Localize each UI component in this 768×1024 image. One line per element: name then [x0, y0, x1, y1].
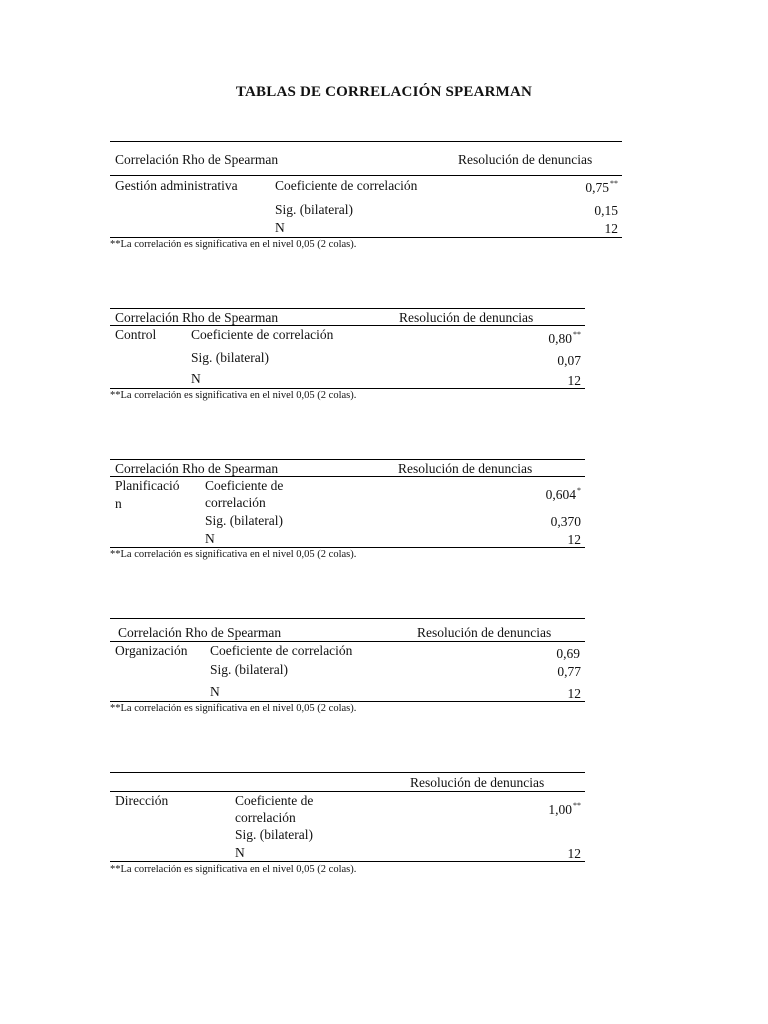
- table-bottom-rule: [110, 547, 585, 548]
- variable-label-line2: n: [115, 496, 122, 511]
- variable-label: Organización: [115, 643, 188, 658]
- n-value: 12: [567, 686, 581, 701]
- sig-value: 0,15: [594, 203, 618, 218]
- coef-label: Coeficiente de correlación: [191, 327, 334, 342]
- sig-value: 0,77: [557, 664, 581, 679]
- header-rule: [110, 175, 622, 176]
- table-top-rule: [110, 772, 585, 773]
- correlation-table-2: [110, 308, 585, 392]
- table-bottom-rule: [110, 388, 585, 389]
- table-top-rule: [110, 618, 585, 619]
- n-value: 12: [604, 221, 618, 236]
- correlation-table-3: [110, 459, 585, 549]
- correlation-table-5: [110, 772, 585, 864]
- correlation-table-1: [110, 141, 622, 241]
- table-top-rule: [110, 459, 585, 460]
- n-label: N: [191, 371, 201, 386]
- table-bottom-rule: [110, 701, 585, 702]
- table-bottom-rule: [110, 237, 622, 238]
- sig-label: Sig. (bilateral): [235, 827, 313, 842]
- coef-label-line2: correlación: [205, 495, 266, 510]
- coef-label: Coeficiente de correlación: [210, 643, 353, 658]
- table-3-note: **La correlación es significativa en el nivel 0,05 (2 colas).: [110, 549, 357, 560]
- n-value: 12: [567, 846, 581, 861]
- coef-label-line1: Coeficiente de: [235, 793, 314, 808]
- table-2-note: **La correlación es significativa en el nivel 0,05 (2 colas).: [110, 390, 357, 401]
- header-right: Resolución de denuncias: [410, 775, 545, 790]
- coef-label: Coeficiente de correlación: [275, 178, 418, 193]
- coef-label-line1: Coeficiente de: [205, 478, 284, 493]
- n-value: 12: [567, 532, 581, 547]
- header-right: Resolución de denuncias: [398, 461, 533, 476]
- coef-value: 0,75**: [585, 179, 618, 195]
- variable-label: Gestión administrativa: [115, 178, 238, 193]
- header-rule: [110, 476, 585, 477]
- sig-label: Sig. (bilateral): [210, 662, 288, 677]
- coef-value: 0,604*: [545, 486, 581, 502]
- n-value: 12: [567, 373, 581, 388]
- variable-label-line1: Planificació: [115, 478, 180, 493]
- header-right: Resolución de denuncias: [458, 152, 593, 167]
- table-top-rule: [110, 141, 622, 142]
- header-rule: [110, 325, 585, 326]
- n-label: N: [205, 531, 215, 546]
- coef-label-line2: correlación: [235, 810, 296, 825]
- header-right: Resolución de denuncias: [399, 310, 534, 325]
- page-title: TABLAS DE CORRELACIÓN SPEARMAN: [235, 84, 533, 100]
- header-left: Correlación Rho de Spearman: [115, 310, 279, 325]
- header-rule: [110, 641, 585, 642]
- n-label: N: [210, 684, 220, 699]
- sig-value: 0,07: [557, 353, 581, 368]
- coef-value: 0,69: [556, 646, 580, 661]
- table-5-note: **La correlación es significativa en el nivel 0,05 (2 colas).: [110, 864, 357, 875]
- coef-value: 0,80**: [548, 330, 581, 346]
- correlation-table-4: [110, 618, 585, 706]
- table-4-note: **La correlación es significativa en el nivel 0,05 (2 colas).: [110, 703, 357, 714]
- header-rule: [110, 791, 585, 792]
- sig-label: Sig. (bilateral): [191, 350, 269, 365]
- variable-label: Control: [115, 327, 157, 342]
- table-1-note: **La correlación es significativa en el nivel 0,05 (2 colas).: [110, 239, 357, 250]
- variable-label: Dirección: [115, 793, 169, 808]
- sig-label: Sig. (bilateral): [275, 202, 353, 217]
- header-left: Correlación Rho de Spearman: [118, 625, 282, 640]
- sig-value: 0,370: [550, 514, 581, 529]
- coef-value: 1,00**: [548, 801, 581, 817]
- sig-label: Sig. (bilateral): [205, 513, 283, 528]
- table-top-rule: [110, 308, 585, 309]
- header-left: Correlación Rho de Spearman: [115, 152, 279, 167]
- n-label: N: [235, 845, 245, 860]
- table-bottom-rule: [110, 861, 585, 862]
- n-label: N: [275, 220, 285, 235]
- header-left: Correlación Rho de Spearman: [115, 461, 279, 476]
- header-right: Resolución de denuncias: [417, 625, 552, 640]
